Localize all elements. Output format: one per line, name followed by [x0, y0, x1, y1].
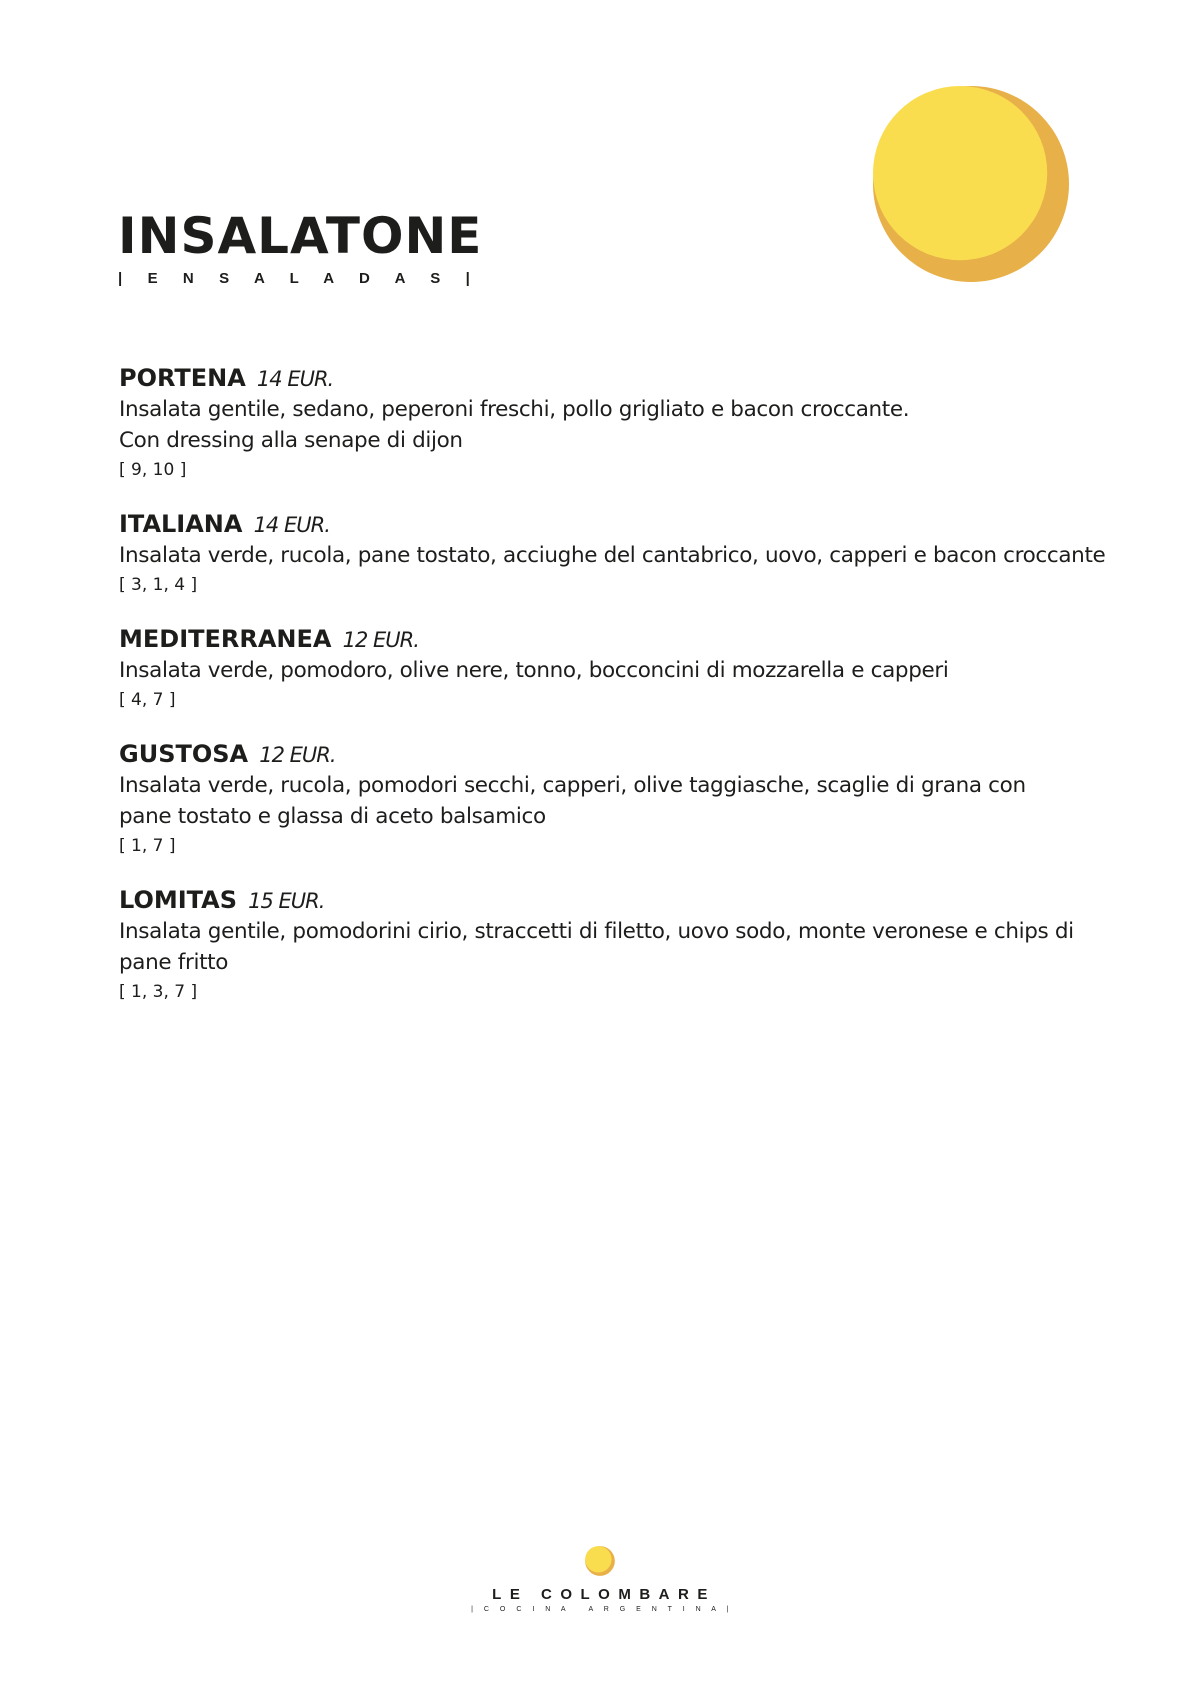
item-allergens: [ 1, 3, 7 ] [119, 982, 198, 1002]
item-allergens: [ 9, 10 ] [119, 460, 187, 480]
item-name: ITALIANA [119, 510, 243, 538]
item-allergens: [ 1, 7 ] [119, 836, 176, 856]
menu-item [119, 738, 1119, 859]
item-description-line: Insalata verde, rucola, pane tostato, acciughe del cantabrico, uovo, capperi e bacon croccante [119, 543, 1106, 568]
item-allergens: [ 3, 1, 4 ] [119, 575, 198, 595]
menu-item [119, 508, 1119, 598]
item-name: GUSTOSA [119, 740, 249, 768]
item-price: 14 EUR. [256, 367, 334, 391]
menu-list [119, 362, 1119, 1030]
page-header [118, 208, 482, 287]
page-title: INSALATONE [118, 207, 483, 265]
item-price: 14 EUR. [253, 513, 330, 537]
footer-logo [400, 1546, 800, 1613]
item-description-line: Insalata verde, pomodoro, olive nere, tonno, bocconcini di mozzarella e capperi [119, 658, 949, 683]
item-price: 12 EUR. [342, 628, 419, 652]
menu-item [119, 362, 1119, 483]
item-allergens: [ 4, 7 ] [119, 690, 176, 710]
brand-name: LE COLOMBARE [492, 1586, 716, 1603]
item-name: MEDITERRANEA [119, 625, 332, 653]
sun-icon [872, 85, 1070, 283]
item-description-line: Insalata gentile, pomodorini cirio, straccetti di filetto, uovo sodo, monte veronese e chips di pane fritto [119, 919, 1074, 975]
sun-icon [585, 1546, 615, 1576]
item-description-line: Insalata gentile, sedano, peperoni freschi, pollo grigliato e bacon croccante. [119, 397, 910, 422]
item-price: 12 EUR. [259, 743, 336, 767]
item-name: PORTENA [119, 364, 246, 392]
item-description-line: pane tostato e glassa di aceto balsamico [119, 804, 546, 829]
brand-tagline: | C O C I N A A R G E N T I N A | [471, 1606, 733, 1613]
menu-item [119, 623, 1119, 713]
item-description-line: Con dressing alla senape di dijon [119, 428, 463, 453]
menu-item [119, 884, 1119, 1005]
page-subtitle: | E N S A L A D A S | [118, 270, 481, 287]
item-description-line: Insalata verde, rucola, pomodori secchi, capperi, olive taggiasche, scaglie di grana con [119, 773, 1026, 798]
item-name: LOMITAS [119, 886, 238, 914]
item-price: 15 EUR. [248, 889, 325, 913]
